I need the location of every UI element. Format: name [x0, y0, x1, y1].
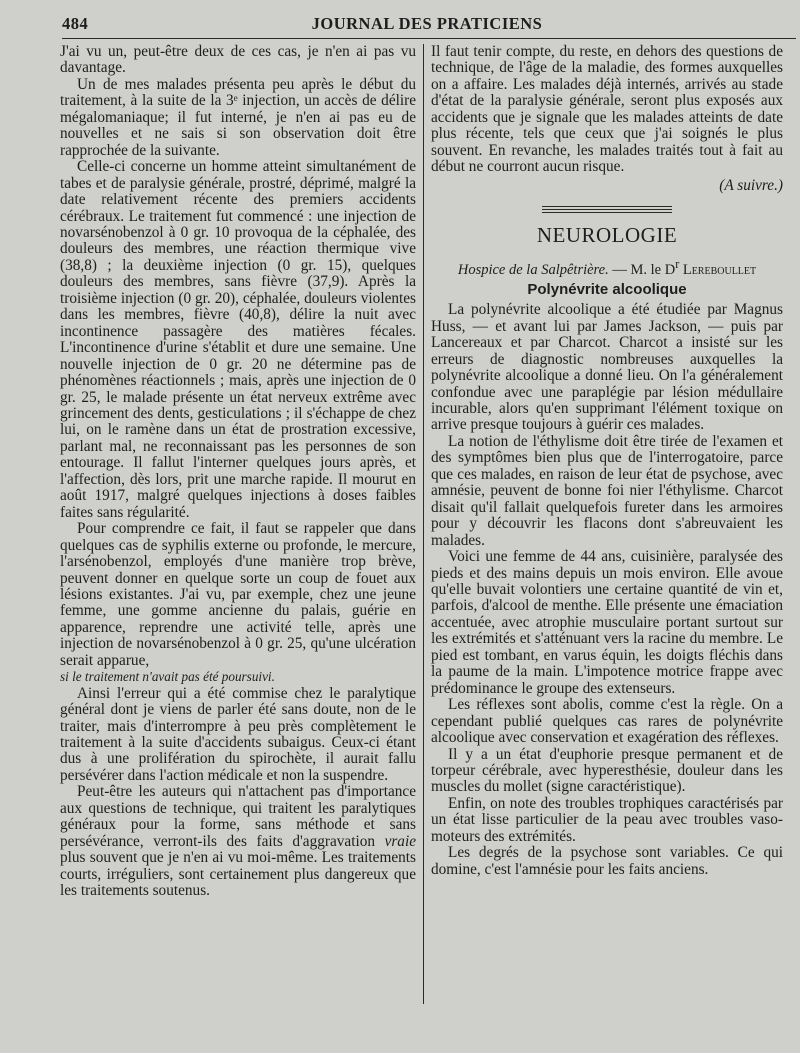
running-title: JOURNAL DES PRATICIENS: [311, 14, 543, 33]
italic-note: si le traitement n'avait pas été poursuivi.: [60, 669, 275, 685]
paragraph: Les réflexes sont abolis, comme c'est la règle. On a cependant publié quelques cas rares de polynévrite alcoolique avec conservation et exagération des réflexes.: [431, 696, 783, 747]
byline-dash: — M. le D: [608, 261, 676, 278]
section-title: NEUROLOGIE: [536, 223, 678, 248]
paragraph: [60, 784, 416, 899]
paragraph: Les degrés de la psychose sont variables. Ce qui domine, c'est l'amnésie pour les faits anciens.: [431, 844, 783, 878]
byline-sup: r: [675, 256, 680, 271]
paragraph: J'ai vu un, peut-être deux de ces cas, je n'en ai pas vu davantage.: [60, 43, 416, 77]
header-rule: [62, 38, 796, 39]
paragraph: Il faut tenir compte, du reste, en dehors des questions de technique, de l'âge de la maladie, des formes auxquelles on a affaire. Les malades déjà internés, arrivés au stade d'état de la paralysie générale, seront plus exposés aux accidents que je signale que les malades atteints de date plus récente, tels que ceux que j'ai soignés le plus souvent. En revanche, les malades traités tout à fait au début ne courront aucun risque.: [431, 43, 783, 176]
to-be-continued: (A suivre.): [719, 176, 783, 194]
section-separator: [542, 206, 672, 213]
page-number: 484: [62, 14, 89, 33]
paragraph: Pour comprendre ce fait, il faut se rappeler que dans quelques cas de syphilis externe ou profonde, le mercure, l'arsénobenzol, employés d'une manière trop brève, peuvent donner en quelque sorte un coup de fouet aux lésions existantes. J'ai vu, par exemple, chez une jeune femme, une gomme ancienne du palais, guérie en apparence, reprendre une activité telle, après une injection de novarsénobenzol à 0 gr. 25, qu'une ulcération serait apparue,: [60, 520, 416, 669]
text-span: Peut-être les auteurs qui n'attachent pas d'importance aux questions de technique, qui traitent les paralytiques généraux pour la forme, sans méthode et sans persévérance, verront-ils des faits d'aggravation: [60, 783, 416, 850]
byline-place: Hospice de la Salpêtrière.: [457, 261, 609, 278]
left-column: [60, 44, 416, 900]
running-header: [62, 10, 792, 34]
paragraph: La notion de l'éthylisme doit être tirée de l'examen et des symptômes bien plus que de l'interrogatoire, parce que ces malades, en raison de leur état de psychose, avec amnésie, peuvent de bonne foi nier l'éthylisme. Charcot disait qu'il fallait quelquefois fureter dans les armoires pour y découvrir les flacons dont s'abreuvaient les malades.: [431, 432, 783, 549]
paragraph: Celle-ci concerne un homme atteint simultanément de tabes et de paralysie générale, prostré, déprimé, malgré la date relativement récente des premiers accidents cérébraux. Le traitement fut commencé : une injection de novarsénobenzol à 0 gr. 10 provoqua de la céphalée, des douleurs des membres, une réaction thermique vive (38,8) ; la deuxième injection (0 gr. 15), quelques douleurs des membres, sans fièvre (37,9). Après la troisième injection (0 gr. 20), céphalée, douleurs violentes dans les membres, fièvre (40,8), délire la nuit avec incontinence passagère des matières fécales. L'incontinence d'urine s'établit et dure une semaine. Une nouvelle injection de 0 gr. 20 ne détermine pas de phénomènes réactionnels ; mais, après une injection de 0 gr. 25, le malade présente un état nerveux extrême avec grincement des dents, gesticulations ; il s'échappe de chez lui, on le ramène dans un état de prostration excessive, parlant mal, ne reconnaissant pas les personnes de son entourage. Il fallut l'interner quelques jours après, et l'affection, dès lors, prit une marche rapide. Il mourut en août 1917, malgré quelques injections à doses faibles faites sans régularité.: [60, 158, 416, 521]
italic-word: vraie: [384, 832, 416, 850]
paragraph: Un de mes malades présenta peu après le début du traitement, à la suite de la 3ᵉ injection, un accès de délire mégalomaniaque; il fut interné, je n'en ai pas eu de nouvelles et ne sais si son observation doit être rapprochée de la suivante.: [60, 75, 416, 159]
paragraph: Voici une femme de 44 ans, cuisinière, paralysée des pieds et des mains depuis un mois environ. Elle avoue qu'elle buvait volontiers une certaine quantité de vin et, parfois, d'alcool de menthe. Elle présente une émaciation accentuée, avec atrophie musculaire portant surtout sur les extrémités et s'atténuant vers la racine du membre. Le pied est tombant, en varus équin, les doigts fléchis dans la paume de la main. L'impotence motrice frappe avec prédominance le groupe des extenseurs.: [431, 548, 783, 697]
text-span: plus souvent que je n'en ai vu moi-même. Les traitements courts, irréguliers, sont certainement plus dangereux que les traitements soutenus.: [60, 849, 416, 900]
paragraph: Enfin, on note des troubles trophiques caractérisés par un état lisse particulier de la peau avec troubles vaso-moteurs des extrémités.: [431, 794, 783, 845]
column-divider: [423, 44, 424, 1004]
byline: [431, 256, 783, 278]
right-column: [431, 44, 783, 878]
paragraph: Il y a un état d'euphorie presque permanent et de torpeur cérébrale, avec hyperesthésie, douleur dans les muscles du mollet (signe caractéristique).: [431, 745, 783, 796]
article-title: Polynévrite alcoolique: [527, 280, 687, 298]
paragraph: Ainsi l'erreur qui a été commise chez le paralytique général dont je viens de parler été sans doute, non de le traiter, mais d'interrompre à peu près complètement le traitement à la suite d'accidents subaigus. Ceux-ci étant dus à une prolifération du spirochète, il aurait fallu persévérer dans l'action médicale et non la suspendre.: [60, 684, 416, 784]
byline-author: Lereboullet: [679, 261, 757, 278]
paragraph: La polynévrite alcoolique a été étudiée par Magnus Huss, — et avant lui par James Jackson, — puis par Lancereaux et par Charcot. Charcot a insisté sur les erreurs de diagnostic nombreuses auxquelles la polynévrite alcoolique a donné lieu. On l'a généralement confondue avec une paraplégie par lésion médullaire incurable, alors qu'en supprimant l'élément toxique on arrive presque toujours à guérir ces malades.: [431, 301, 783, 434]
